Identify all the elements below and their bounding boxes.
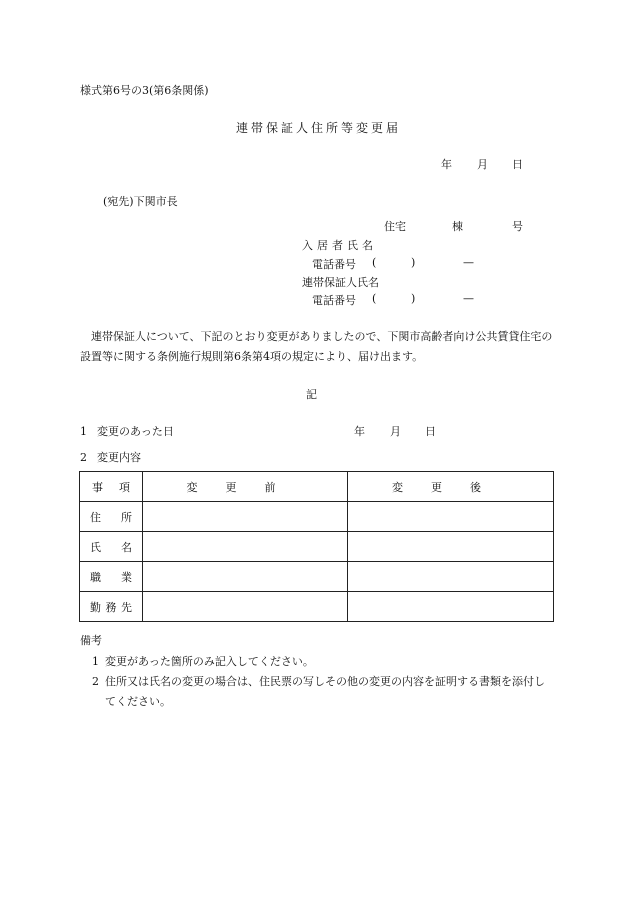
date-year-label: 年 [441,158,452,171]
resident-phone-paren-close: ) [411,256,416,269]
form-number: 様式第6号の3(第6条関係) [80,84,209,97]
guarantor-phone-paren-close: ) [411,292,416,305]
table-row [80,532,554,562]
note-text: 変更があった箇所のみ記入してください。 [105,655,314,668]
row-label-occupation: 職業 [80,562,143,592]
header-after: 変更後 [348,472,554,502]
before-name-cell[interactable] [143,532,348,562]
notes-heading: 備考 [80,634,102,647]
note-number: 2 [92,675,99,688]
guarantor-phone-paren-open: ( [372,292,377,305]
row-label-address: 住所 [80,502,143,532]
document-title: 連帯保証人住所等変更届 [236,121,402,135]
building-label: 棟 [452,220,463,233]
resident-phone-label: 電話番号 [312,258,356,271]
body-paragraph [80,327,560,367]
note-text: 住所又は氏名の変更の場合は、住民票の写しその他の変更の内容を証明する書類を添付してください。 [105,675,545,708]
guarantor-phone-dash: — [463,292,474,305]
unit-label: 号 [512,220,523,233]
change-date-month-label: 月 [390,425,401,438]
after-address-cell[interactable] [348,502,554,532]
item2 [80,449,141,465]
before-occupation-cell[interactable] [143,562,348,592]
body-text: 連帯保証人について、下記のとおり変更がありましたので、下関市高齢者向け公共賃貸住宅の設置等に関する条例施行規則第6条第4項の規定により、届け出ます。 [80,330,553,363]
table-header-row [80,472,554,502]
guarantor-phone-label: 電話番号 [312,294,356,307]
residence-label: 住宅 [384,220,406,233]
header-item: 事項 [80,472,143,502]
note-number: 1 [92,655,99,668]
change-table [79,471,554,622]
resident-phone-dash: — [463,256,474,269]
resident-phone-paren-open: ( [372,256,377,269]
note-item [80,672,555,712]
change-date-year-label: 年 [354,425,365,438]
ki-heading: 記 [306,388,317,401]
table-row [80,562,554,592]
guarantor-name-label: 連帯保証人氏名 [302,276,379,289]
date-month-label: 月 [477,158,488,171]
row-label-workplace: 勤務先 [80,592,143,622]
change-date-day-label: 日 [425,425,436,438]
after-occupation-cell[interactable] [348,562,554,592]
before-workplace-cell[interactable] [143,592,348,622]
notes-list [80,652,555,712]
item2-number: 2 [80,451,87,464]
item1-label: 変更のあった日 [97,425,174,438]
addressee: (宛先)下関市長 [103,195,178,208]
after-workplace-cell[interactable] [348,592,554,622]
date-day-label: 日 [512,158,523,171]
table-row [80,592,554,622]
item2-label: 変更内容 [97,451,141,464]
after-name-cell[interactable] [348,532,554,562]
before-address-cell[interactable] [143,502,348,532]
row-label-name: 氏名 [80,532,143,562]
table-row [80,502,554,532]
item1 [80,423,174,439]
resident-name-label: 入居者氏名 [302,239,377,252]
note-item [80,652,555,672]
header-before: 変更前 [143,472,348,502]
item1-number: 1 [80,425,87,438]
